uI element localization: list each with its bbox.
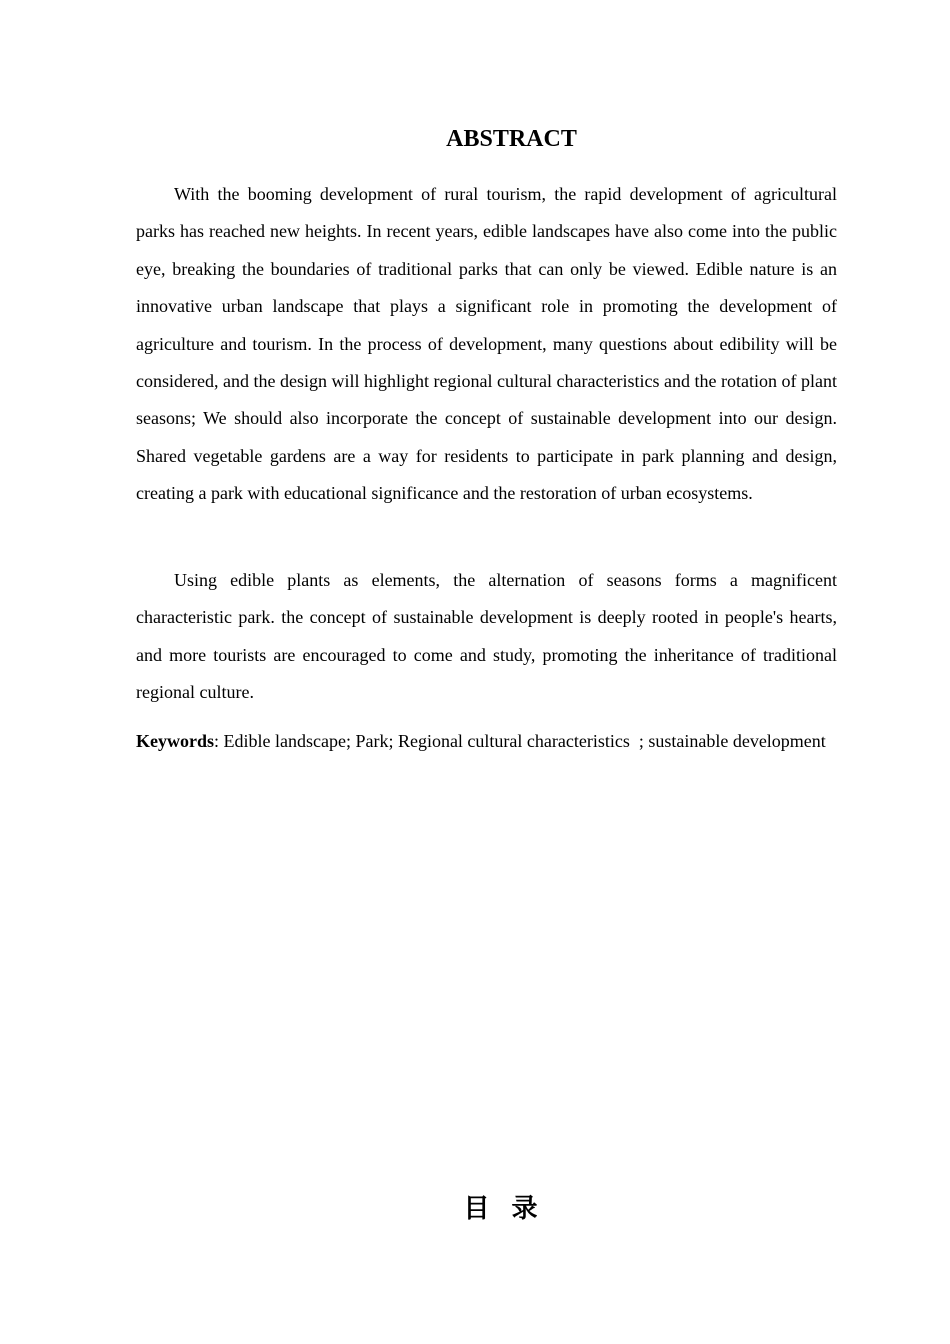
keywords-label: Keywords [136, 731, 214, 751]
keywords-text: : Edible landscape; Park; Regional cultural characteristics ; sustainable development [214, 731, 826, 751]
keywords-line [136, 723, 837, 760]
toc-title: 目录 [463, 1194, 560, 1224]
abstract-paragraph-1: With the booming development of rural tourism, the rapid development of agricultural parks has reached new heights. In recent years, edible landscapes have also come into the public eye, breaking the boundaries of traditional parks that can only be viewed. Edible nature is an innovative urban landscape that plays a significant role in promoting the development of agriculture and tourism. In the process of development, many questions about edibility will be considered, and the design will highlight regional cultural characteristics and the rotation of plant seasons; We should also incorporate the concept of sustainable development into our design. Shared vegetable gardens are a way for residents to participate in park planning and design, creating a park with educational significance and the restoration of urban ecosystems. [136, 184, 837, 504]
abstract-paragraph-2: Using edible plants as elements, the alternation of seasons forms a magnificent characteristic park. the concept of sustainable development is deeply rooted in people's hearts, and more tourists are encouraged to come and study, promoting the inheritance of traditional regional culture. [136, 570, 837, 703]
abstract-title: ABSTRACT [446, 126, 577, 152]
